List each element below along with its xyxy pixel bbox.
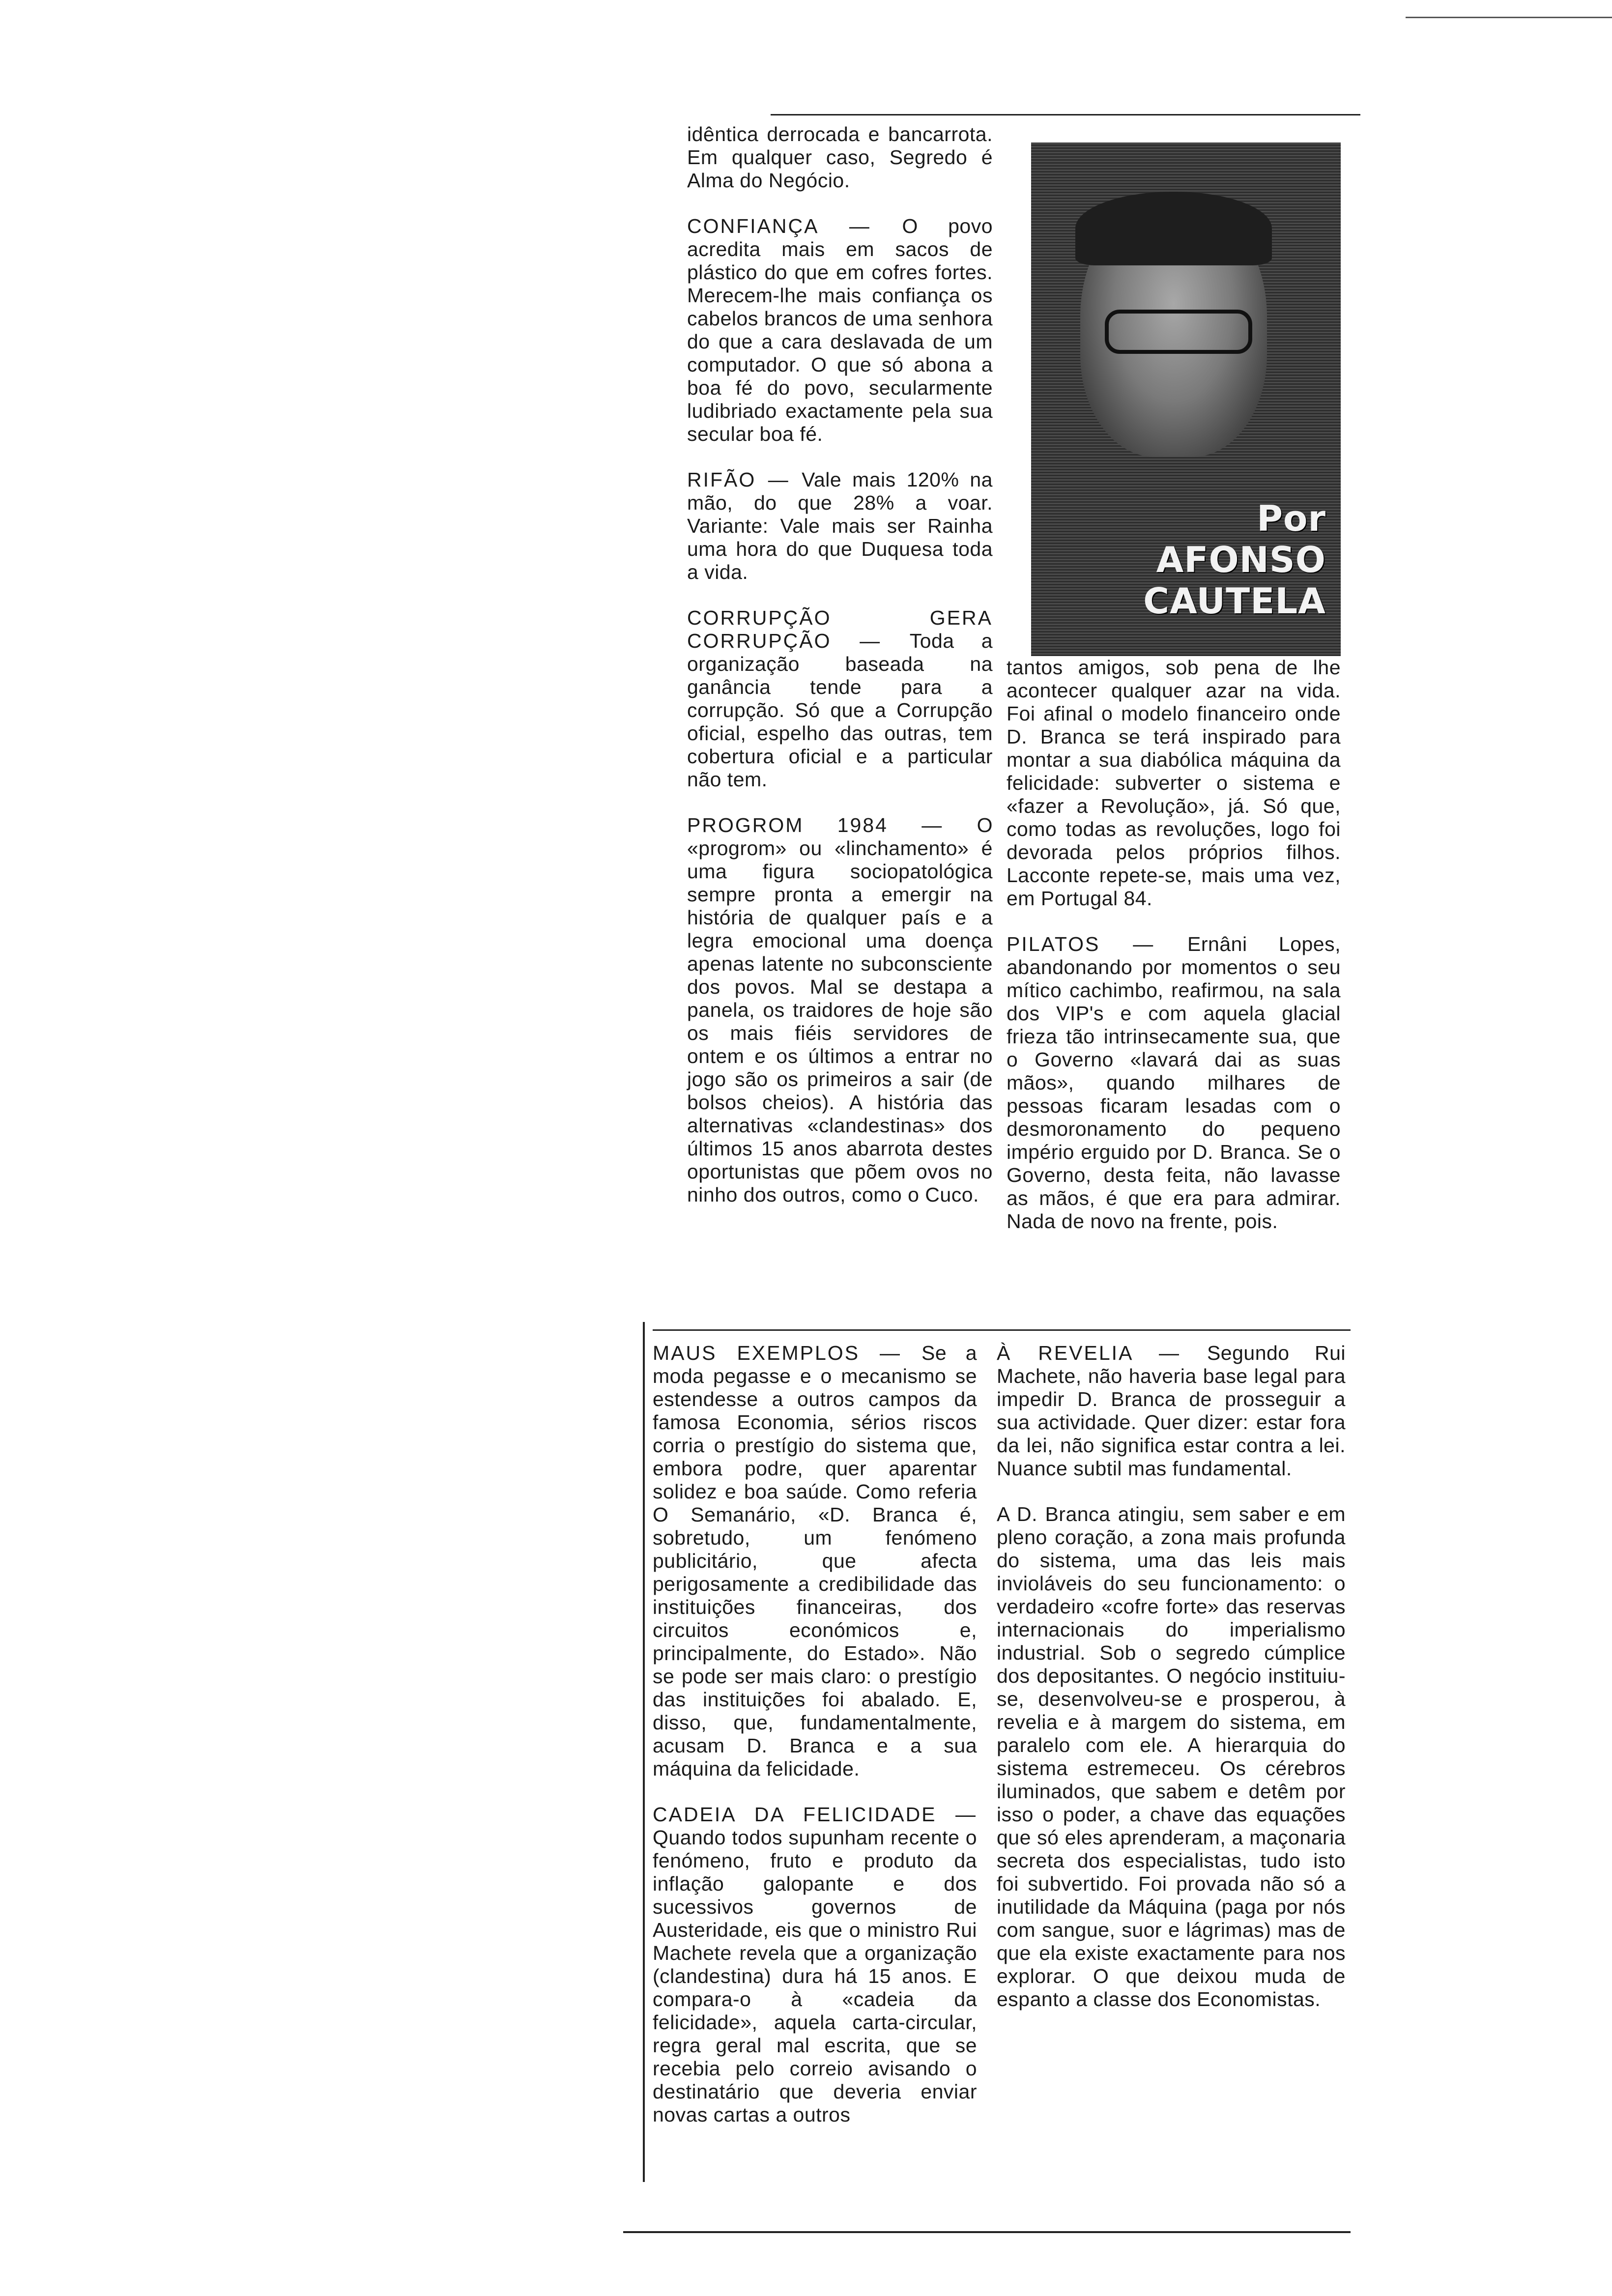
- author-byline: [1139, 498, 1326, 622]
- text-corrupcao: Toda a organização baseada na ganância tende para a corrupção. Só que a Corrupção oficial, espelho das outras, tem cobertura oficial e a particular não tem.: [687, 630, 993, 791]
- heading-pilatos: PILATOS —: [1007, 933, 1188, 955]
- heading-confianca: CONFIANÇA —: [687, 215, 902, 237]
- middle-rule: [653, 1329, 1351, 1331]
- paragraph-corrupcao: [687, 606, 993, 791]
- bottom-rule: [623, 2231, 1351, 2233]
- heading-maus-exemplos: MAUS EXEMPLOS —: [653, 1342, 922, 1364]
- text-cadeia: Quando todos supunham recente o fenómeno, fruto e produto da inflação galopante e dos sucessivos governos de Austeridade, eis que o ministro Rui Machete revela que a organização (clandestina) dura há 15 anos. E compara-o à «cadeia da felicidade», aquela carta-circular, regra geral mal escrita, que se recebia pelo correio avisando o destinatário que deveria enviar novas cartas a outros: [653, 1826, 977, 2126]
- top-edge-line: [1406, 17, 1612, 18]
- byline-last-name: CAUTELA: [1143, 580, 1326, 622]
- paragraph-maus-exemplos: [653, 1342, 977, 1780]
- paragraph-pilatos: [1007, 933, 1341, 1233]
- paragraph-rifao: [687, 468, 993, 584]
- heading-progrom: PROGROM 1984 —: [687, 814, 977, 836]
- portrait-hair: [1075, 192, 1272, 265]
- author-photo: [1031, 143, 1341, 656]
- top-rule: [771, 114, 1360, 115]
- paragraph-revelia: [997, 1342, 1346, 1480]
- byline-first-name: AFONSO: [1156, 539, 1326, 580]
- portrait-glasses: [1105, 310, 1252, 354]
- column-left-bottom: [653, 1342, 977, 2149]
- text-pilatos: Ernâni Lopes, abandonando por momentos o seu mítico cachimbo, reafirmou, na sala dos VIP's e com aquela glacial frieza tão intrinsecamente sua, que o Governo «lavará dai as suas mãos», quando milhares de pessoas ficaram lesadas com o desmoronamento do pequeno império erguido por D. Branca. Se o Governo, desta feita, não lavasse as mãos, é que era para admirar. Nada de novo na frente, pois.: [1007, 933, 1341, 1233]
- paragraph-confianca: [687, 215, 993, 446]
- newspaper-clipping: [623, 123, 1388, 2236]
- column-divider-left: [643, 1322, 645, 2182]
- byline-prefix: Por: [1257, 498, 1326, 539]
- text-progrom: O «progrom» ou «linchamento» é uma figura sociopatológica sempre pronta a emergir na história de qualquer país e a legra emocional uma doença apenas latente no subconsciente dos povos. Mal se destapa a panela, os traidores de hoje são os mais fiéis servidores de ontem e os últimos a entrar no jogo são os primeiros a sair (de bolsos cheios). A história das alternativas «clandestinas» dos últimos 15 anos abarrota destes oportunistas que põem ovos no ninho dos outros, como o Cuco.: [687, 814, 993, 1206]
- paragraph-cadeia: [653, 1803, 977, 2126]
- column-right-top: [1007, 656, 1341, 1256]
- paragraph-progrom: [687, 814, 993, 1206]
- column-right-bottom: [997, 1342, 1346, 2034]
- paragraph-sistema: A D. Branca atingiu, sem saber e em pleno coração, a zona mais profunda do sistema, uma das leis mais invioláveis do seu funcionamento: o verdadeiro «cofre forte» das reservas internacionais do imperialismo industrial. Sob o segredo cúmplice dos depositantes. O negócio instituiu-se, desenvolveu-se e prosperou, à revelia e à margem do sistema, em paralelo com ele. A hierarquia do sistema estremeceu. Os cérebros iluminados, que sabem e detêm por isso o poder, a chave das equações que só eles aprenderam, a maçonaria secreta dos especialistas, tudo isto foi subvertido. Foi provada não só a inutilidade da Máquina (paga por nós com sangue, suor e lágrimas) mas de que ela existe exactamente para nos explorar. O que deixou muda de espanto a classe dos Economistas.: [997, 1503, 1346, 2010]
- heading-cadeia: CADEIA DA FELICIDADE —: [653, 1803, 977, 1826]
- paragraph-continuation: tantos amigos, sob pena de lhe acontecer qualquer azar na vida. Foi afinal o modelo financeiro onde D. Branca se terá inspirado para montar a sua diabólica máquina da felicidade: subverter o sistema e «fazer a Revolução», já. Só que, como todas as revoluções, logo foi devorada pelos próprios filhos. Lacconte repete-se, mais uma vez, em Portugal 84.: [1007, 656, 1341, 910]
- paragraph-intro: idêntica derrocada e bancarrota. Em qualquer caso, Segredo é Alma do Negócio.: [687, 123, 993, 192]
- text-confianca: O povo acredita mais em sacos de plástico do que em cofres fortes. Merecem-lhe mais confiança os cabelos brancos de uma senhora do que a cara deslavada de um computador. O que só abona a boa fé do povo, secularmente ludibriado exactamente pela sua secular boa fé.: [687, 215, 993, 445]
- text-revelia: Segundo Rui Machete, não haveria base legal para impedir D. Branca de prosseguir a sua actividade. Quer dizer: estar fora da lei, não significa estar contra a lei. Nuance subtil mas fundamental.: [997, 1342, 1346, 1480]
- text-maus-exemplos: Se a moda pegasse e o mecanismo se estendesse a outros campos da famosa Economia, sérios riscos corria o prestígio do sistema que, embora podre, quer aparentar solidez e boa saúde. Como referia O Semanário, «D. Branca é, sobretudo, um fenómeno publicitário, que afecta perigosamente a credibilidade das instituições financeiras, dos circuitos económicos e, principalmente, do Estado». Não se pode ser mais claro: o prestígio das instituições foi abalado. E, disso, que, fundamentalmente, acusam D. Branca e a sua máquina da felicidade.: [653, 1342, 977, 1780]
- heading-corrupcao: CORRUPÇÃO GERA CORRUPÇÃO —: [687, 606, 993, 652]
- column-left-top: [687, 123, 993, 1229]
- heading-revelia: À REVELIA —: [997, 1342, 1207, 1364]
- text-rifao: Vale mais 120% na mão, do que 28% a voar. Variante: Vale mais ser Rainha uma hora do que Duquesa toda a vida.: [687, 468, 993, 583]
- heading-rifao: RIFÃO —: [687, 468, 802, 491]
